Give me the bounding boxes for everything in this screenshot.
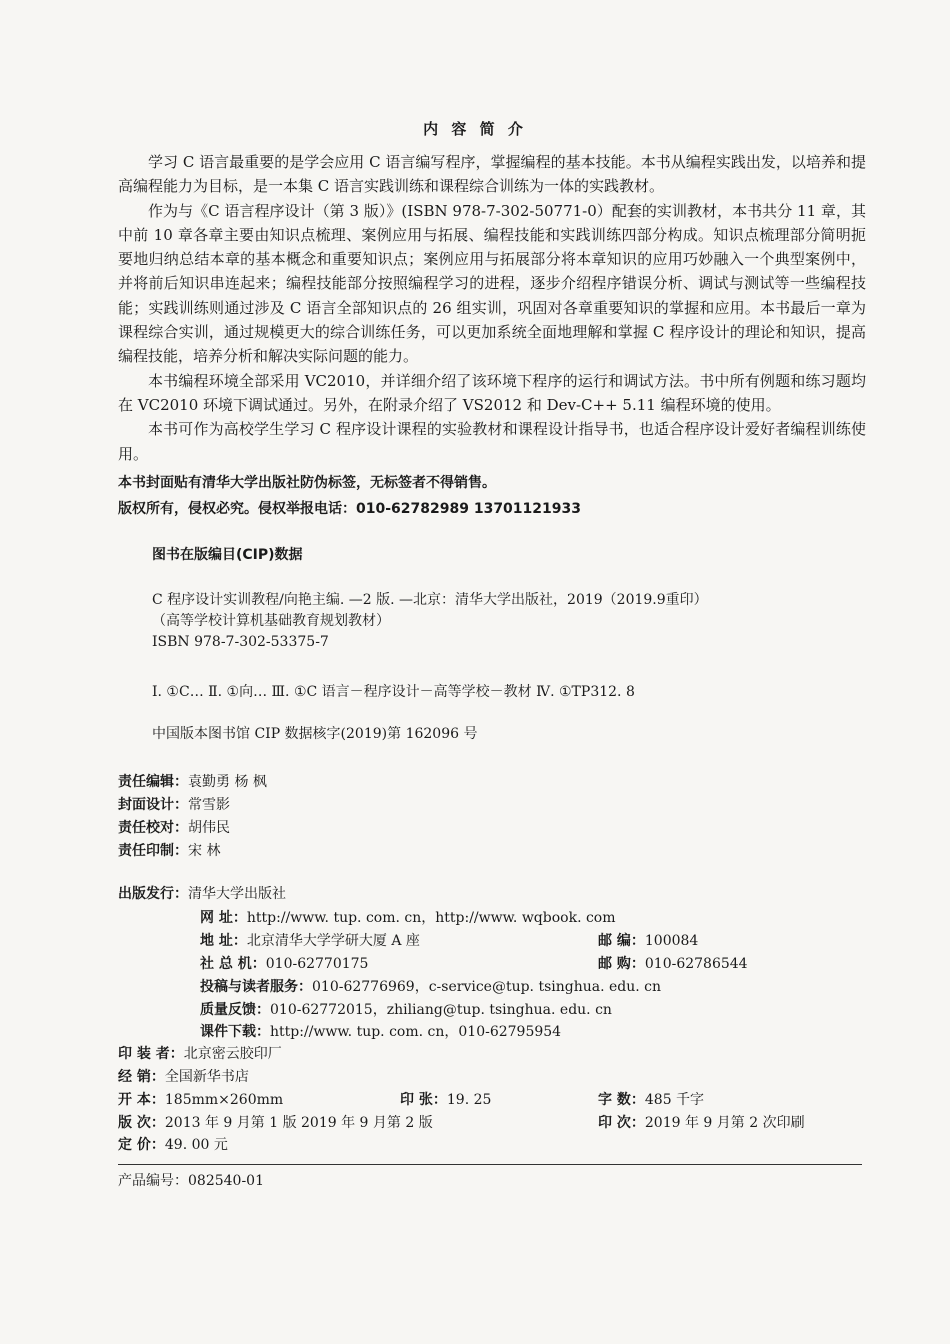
impression-row [598,1112,805,1132]
submission-row [200,976,661,996]
sheets-row [400,1089,491,1109]
mail-order-value: 010-62786544 [644,956,748,972]
staff-row [118,771,267,794]
edition-label: 版 次： [118,1115,165,1131]
impression-value: 2019 年 9 月第 2 次印刷 [644,1115,805,1131]
divider-line [118,1164,862,1165]
anti-counterfeit-notice: 本书封面贴有清华大学出版社防伪标签，无标签者不得销售。 [118,475,496,491]
impression-label: 印 次： [598,1115,645,1131]
address-row [200,930,420,950]
intro-paragraph: 本书可作为高校学生学习 C 程序设计课程的实验教材和课程设计指导书，也适合程序设计爱好者编程训练使用。 [118,420,866,463]
courseware-value: http://www. tup. com. cn，010-62795954 [270,1024,562,1040]
submission-value: 010-62776969，c-service@tup. tsinghua. edu. cn [312,979,662,995]
printer-value: 北京密云胶印厂 [183,1046,282,1062]
format-label: 开 本： [118,1092,165,1108]
price-row [118,1134,228,1154]
website-row [200,907,616,927]
quality-feedback-label: 质量反馈： [200,1002,270,1018]
staff-row [118,817,267,840]
copyright-notice: 版权所有，侵权必究。侵权举报电话：010-62782989 13701121933 [118,501,581,517]
cip-line: ISBN 978-7-302-53375-7 [152,634,329,650]
format-row [118,1089,283,1109]
distributor-row [118,1066,249,1086]
intro-text [118,150,866,466]
staff-label: 责任校对： [118,820,188,836]
product-number: 产品编号：082540-01 [118,1173,264,1189]
printer-label: 印 装 者： [118,1046,184,1062]
printer-row [118,1043,282,1063]
intro-paragraph: 本书编程环境全部采用 VC2010，并详细介绍了该环境下程序的运行和调试方法。书中所有例题和练习题均在 VC2010 环境下调试通过。另外，在附录介绍了 VS2012 和 Dev-C++ 5.11 编程环境的使用。 [118,371,866,414]
website-value: http://www. tup. com. cn，http://www. wqbook. com [246,910,616,926]
staff-value: 胡伟民 [188,820,230,836]
zipcode-label: 邮 编： [598,933,645,949]
staff-value: 常雪影 [188,797,230,813]
address-value: 北京清华大学学研大厦 A 座 [246,933,420,949]
publisher-value: 清华大学出版社 [188,886,286,902]
publisher-row [118,883,286,903]
edition-value: 2013 年 9 月第 1 版 2019 年 9 月第 2 版 [164,1115,433,1131]
word-count-row [598,1089,704,1109]
submission-label: 投稿与读者服务： [200,979,312,995]
cip-number: 中国版本图书馆 CIP 数据核字(2019)第 162096 号 [152,726,478,742]
distributor-label: 经 销： [118,1069,165,1085]
switchboard-value: 010-62770175 [265,956,369,972]
distributor-value: 全国新华书店 [164,1069,249,1085]
mail-order-row [598,953,748,973]
sheets-value: 19. 25 [446,1092,492,1108]
format-value: 185mm×260mm [164,1092,284,1108]
publisher-label: 出版发行： [118,886,188,902]
word-count-value: 485 千字 [644,1092,705,1108]
price-value: 49. 00 元 [164,1137,228,1153]
staff-label: 责任编辑： [118,774,188,790]
cip-heading: 图书在版编目(CIP)数据 [152,547,303,563]
staff-label: 封面设计： [118,797,188,813]
address-label: 地 址： [200,933,247,949]
price-label: 定 价： [118,1137,165,1153]
zipcode-value: 100084 [644,933,699,949]
website-label: 网 址： [200,910,247,926]
staff-value: 宋 林 [188,843,221,859]
page-title: 内 容 简 介 [423,120,527,138]
edition-row [118,1112,433,1132]
zipcode-row [598,930,698,950]
intro-paragraph: 作为与《C 语言程序设计（第 3 版）》(ISBN 978-7-302-50771-0）配套的实训教材，本书共分 11 章，其中前 10 章各章主要由知识点梳理、案例应用与拓展、编程技能和实践训练四部分构成。知识点梳理部分简明扼要地归纳总结本章的基本概念和重要知识点；案例应用与拓展部分将本章知识的应用巧妙融入一个典型案例中，并将前后知识串连起来；编程技能部分按照编程学习的进程，逐步介绍程序错误分析、调试与测试等一些编程技能；实践训练则通过涉及 C 语言全部知识点的 26 组实训，巩固对各章重要知识的掌握和应用。本书最后一章为课程综合实训，通过规模更大的综合训练任务，可以更加系统全面地理解和掌握 C 程序设计的理论和知识，提高编程技能，培养分析和解决实际问题的能力。 [118,201,866,366]
quality-feedback-value: 010-62772015，zhiliang@tup. tsinghua. edu. cn [270,1002,612,1018]
staff-list [118,771,267,863]
intro-paragraph: 学习 C 语言最重要的是学会应用 C 语言编写程序，掌握编程的基本技能。本书从编程实践出发，以培养和提高编程能力为目标，是一本集 C 语言实践训练和课程综合训练为一体的实践教材。 [118,153,866,196]
notice-block [118,470,581,522]
quality-feedback-row [200,999,612,1019]
cip-line: C 程序设计实训教程/向艳主编. —2 版. —北京：清华大学出版社，2019（2019.9重印） [152,592,708,608]
cip-record [152,590,708,653]
staff-row [118,794,267,817]
staff-value: 袁勤勇 杨 枫 [188,774,267,790]
switchboard-row [200,953,368,973]
word-count-label: 字 数： [598,1092,645,1108]
courseware-row [200,1021,561,1041]
switchboard-label: 社 总 机： [200,956,266,972]
cip-classification: Ⅰ. ①C… Ⅱ. ①向… Ⅲ. ①C 语言－程序设计－高等学校－教材 Ⅳ. ①TP312. 8 [152,684,635,700]
cip-line: （高等学校计算机基础教育规划教材） [152,613,390,629]
staff-row [118,840,267,863]
mail-order-label: 邮 购： [598,956,645,972]
sheets-label: 印 张： [400,1092,447,1108]
staff-label: 责任印制： [118,843,188,859]
courseware-label: 课件下载： [200,1024,270,1040]
